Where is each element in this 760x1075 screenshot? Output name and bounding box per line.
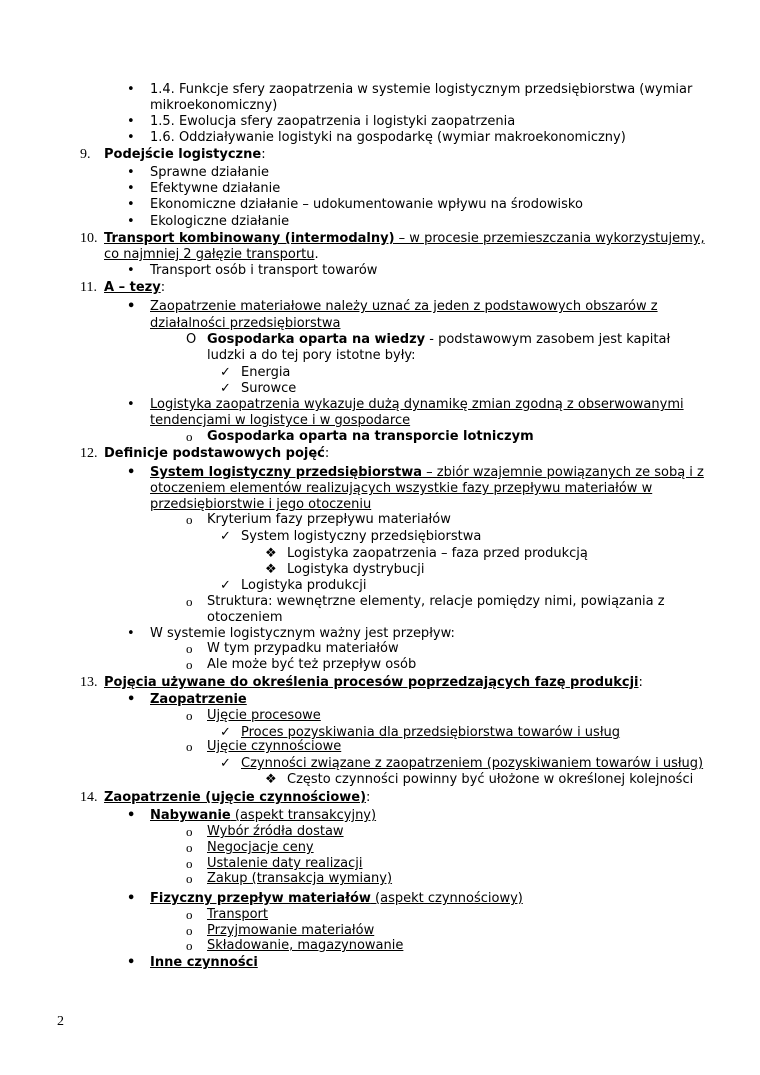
section-heading-cont: co najmniej 2 gałęzie transportu. <box>104 247 319 262</box>
list-item: Składowanie, magazynowanie <box>207 938 404 953</box>
circle-icon: o <box>186 641 193 656</box>
check-icon: ✓ <box>220 529 231 544</box>
bullet-icon <box>127 626 135 642</box>
bullet-icon <box>127 114 135 130</box>
bullet-icon <box>127 165 135 181</box>
section-heading: Transport kombinowany (intermodalny) – w procesie przemieszczania wykorzystujemy, <box>104 231 705 246</box>
list-item: System logistyczny przedsiębiorstwa – zbiór wzajemnie powiązanych ze sobą i z <box>150 465 704 480</box>
circle-icon: o <box>186 840 193 855</box>
list-item: Sprawne działanie <box>150 165 269 180</box>
section-heading: A – tezy: <box>104 280 166 295</box>
list-item: Fizyczny przepływ materiałów (aspekt czynnościowy) <box>150 891 523 906</box>
check-icon: ✓ <box>220 381 231 396</box>
list-item: W systemie logistycznym ważny jest przepływ: <box>150 626 455 641</box>
list-item: Transport <box>207 907 269 922</box>
list-item: Logistyka dystrybucji <box>287 562 425 577</box>
list-item: Wybór źródła dostaw <box>207 824 344 839</box>
list-item: Ekologiczne działanie <box>150 214 290 229</box>
list-item-cont: otoczeniem <box>207 610 283 625</box>
list-item: Ujęcie czynnościowe <box>207 739 342 754</box>
section-number: 12. <box>80 446 98 461</box>
bullet-icon <box>127 465 135 481</box>
section-number: 10. <box>80 231 98 246</box>
list-item-cont: otoczeniem elementów realizujących wszystkie fazy przepływu materiałów w <box>150 481 653 496</box>
list-item: Ustalenie daty realizacji <box>207 856 363 871</box>
circle-icon: o <box>186 923 193 938</box>
check-icon: ✓ <box>220 578 231 593</box>
circle-icon: o <box>186 594 193 609</box>
list-item: Logistyka zaopatrzenia – faza przed produkcją <box>287 546 588 561</box>
bullet-icon <box>127 891 135 907</box>
section-heading: Definicje podstawowych pojęć: <box>104 446 330 461</box>
list-item-cont: tendencjami w logistyce i w gospodarce <box>150 413 411 428</box>
list-item: Ujęcie procesowe <box>207 708 321 723</box>
bullet-icon <box>127 263 135 279</box>
list-item: Surowce <box>241 381 297 396</box>
check-icon: ✓ <box>220 756 231 771</box>
list-item: Proces pozyskiwania dla przedsiębiorstwa towarów i usług <box>241 725 621 740</box>
list-item-cont: przedsiębiorstwie i jego otoczeniu <box>150 497 372 512</box>
list-item: 1.6. Oddziaływanie logistyki na gospodarkę (wymiar makroekonomiczny) <box>150 130 626 145</box>
list-item: Czynności związane z zaopatrzeniem (pozyskiwaniem towarów i usług) <box>241 756 704 771</box>
circle-icon: o <box>186 708 193 723</box>
diamond-icon: ❖ <box>265 546 277 561</box>
list-item: Kryterium fazy przepływu materiałów <box>207 512 451 527</box>
bullet-icon <box>127 130 135 146</box>
list-item-cont: mikroekonomiczny) <box>150 98 278 113</box>
list-item: Zakup (transakcja wymiany) <box>207 871 393 886</box>
list-item-cont: ludzki a do tej pory istotne były: <box>207 348 416 363</box>
list-item: Logistyka produkcji <box>241 578 367 593</box>
list-item: Logistyka zaopatrzenia wykazuje dużą dynamikę zmian zgodną z obserwowanymi <box>150 397 684 412</box>
list-item: System logistyczny przedsiębiorstwa <box>241 529 482 544</box>
bullet-icon <box>127 692 135 708</box>
bullet-icon <box>127 955 135 971</box>
section-heading: Zaopatrzenie (ujęcie czynnościowe): <box>104 790 371 805</box>
diamond-icon: ❖ <box>265 772 277 787</box>
list-item: Ale może być też przepływ osób <box>207 657 417 672</box>
list-item: Energia <box>241 365 291 380</box>
list-item: Nabywanie (aspekt transakcyjny) <box>150 808 377 823</box>
list-item: Zaopatrzenie materiałowe należy uznać za jeden z podstawowych obszarów z <box>150 299 658 314</box>
list-item: Struktura: wewnętrzne elementy, relacje pomiędzy nimi, powiązania z <box>207 594 665 609</box>
list-item: Ekonomiczne działanie – udokumentowanie wpływu na środowisko <box>150 197 583 212</box>
section-heading: Pojęcia używane do określenia procesów poprzedzających fazę produkcji: <box>104 675 643 690</box>
bullet-icon <box>127 397 135 413</box>
list-item: Zaopatrzenie <box>150 692 247 707</box>
circle-icon: o <box>186 512 193 527</box>
circle-icon: o <box>186 871 193 886</box>
list-item: Gospodarka oparta na transporcie lotniczym <box>207 429 534 444</box>
section-number: 14. <box>80 790 98 805</box>
list-item: Inne czynności <box>150 955 258 970</box>
circle-icon: o <box>186 657 193 672</box>
list-item: Przyjmowanie materiałów <box>207 923 375 938</box>
list-item: Negocjacje ceny <box>207 840 314 855</box>
section-number: 13. <box>80 675 98 690</box>
section-number: 9. <box>80 147 91 162</box>
check-icon: ✓ <box>220 365 231 380</box>
page-number: 2 <box>57 1014 64 1029</box>
list-item: Efektywne działanie <box>150 181 281 196</box>
circle-icon: o <box>186 907 193 922</box>
bullet-icon <box>127 197 135 213</box>
list-item: W tym przypadku materiałów <box>207 641 399 656</box>
big-circle-icon: O <box>186 332 197 347</box>
bullet-icon <box>127 181 135 197</box>
list-item: Transport osób i transport towarów <box>150 263 378 278</box>
check-icon: ✓ <box>220 725 231 740</box>
circle-icon: o <box>186 429 193 444</box>
section-number: 11. <box>80 280 97 295</box>
list-item: Gospodarka oparta na wiedzy - podstawowym zasobem jest kapitał <box>207 332 671 347</box>
diamond-icon: ❖ <box>265 562 277 577</box>
circle-icon: o <box>186 739 193 754</box>
bullet-icon <box>127 299 135 315</box>
list-item: Często czynności powinny być ułożone w określonej kolejności <box>287 772 694 787</box>
list-item: 1.5. Ewolucja sfery zaopatrzenia i logistyki zaopatrzenia <box>150 114 516 129</box>
list-item-cont: działalności przedsiębiorstwa <box>150 316 341 331</box>
circle-icon: o <box>186 938 193 953</box>
section-heading: Podejście logistyczne: <box>104 147 266 162</box>
circle-icon: o <box>186 856 193 871</box>
bullet-icon <box>127 214 135 230</box>
list-item: 1.4. Funkcje sfery zaopatrzenia w systemie logistycznym przedsiębiorstwa (wymiar <box>150 82 693 97</box>
bullet-icon <box>127 808 135 824</box>
bullet-icon <box>127 82 135 98</box>
circle-icon: o <box>186 824 193 839</box>
